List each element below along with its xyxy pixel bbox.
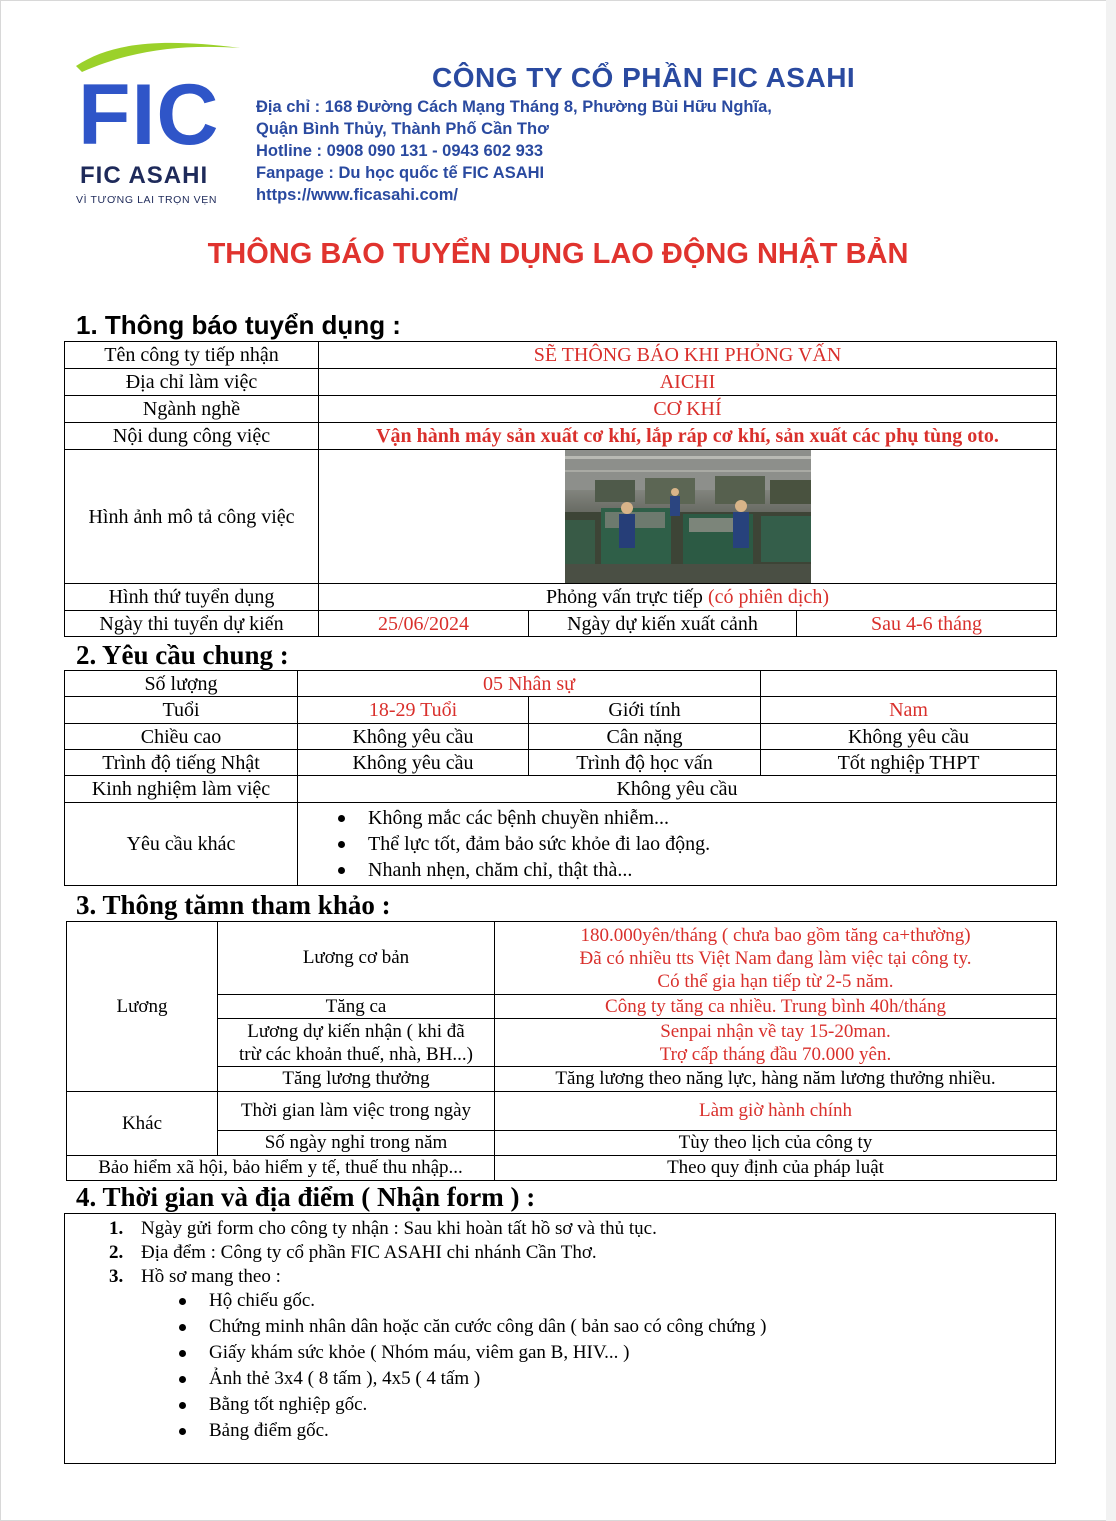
other-group-label: Khác: [67, 1092, 218, 1156]
job-label: Nội dung công việc: [65, 423, 319, 450]
net-salary-label-line: trừ các khoản thuế, nhà, BH...): [238, 1043, 473, 1065]
japanese-value: Không yêu cầu: [298, 750, 529, 776]
gender-value: Nam: [761, 697, 1057, 724]
item-number: 1.: [109, 1218, 124, 1239]
list-item: Ảnh thẻ 3x4 ( 8 tấm ), 4x5 ( 4 tấm ): [169, 1366, 969, 1392]
list-item: Thể lực tốt, đảm bảo sức khỏe đi lao động.: [328, 831, 1056, 857]
job-value: Vận hành máy sản xuất cơ khí, lắp ráp cơ khí, sản xuất các phụ tùng oto.: [319, 423, 1057, 450]
japanese-label: Trình độ tiếng Nhật: [65, 750, 298, 776]
list-item: Bảng điểm gốc.: [169, 1418, 969, 1444]
list-item: Bằng tốt nghiệp gốc.: [169, 1392, 969, 1418]
requirements-table: [64, 670, 1057, 886]
logo-slogan: VÌ TƯƠNG LAI TRỌN VẸN: [76, 194, 218, 206]
address-line2: Quận Bình Thủy, Thành Phố Cần Thơ: [256, 120, 549, 138]
industry-label: Ngành nghề: [65, 396, 319, 423]
form-value-note: (có phiên dịch): [707, 586, 830, 608]
age-value: 18-29 Tuổi: [298, 697, 529, 724]
net-salary-value: [495, 1019, 1057, 1067]
base-salary-label: Lương cơ bản: [218, 922, 495, 995]
gender-label: Giới tính: [529, 697, 761, 724]
hours-label: Thời gian làm việc trong ngày: [218, 1092, 495, 1131]
holidays-value: Tùy theo lịch của công ty: [495, 1131, 1057, 1156]
education-value: Tốt nghiệp THPT: [761, 750, 1057, 776]
address-line1: Địa chỉ : 168 Đường Cách Mạng Tháng 8, Phường Bùi Hữu Nghĩa,: [256, 98, 772, 116]
section2-heading: 2. Yêu cầu chung :: [76, 640, 289, 670]
location-value: AICHI: [319, 369, 1057, 396]
list-item: Không mắc các bệnh chuyền nhiễm...: [328, 805, 1056, 831]
list-item: Chứng minh nhân dân hoặc căn cước công dân ( bản sao có công chứng ): [169, 1314, 969, 1340]
submission-item-2: [109, 1242, 597, 1264]
insurance-label: Bảo hiểm xã hội, bảo hiểm y tế, thuế thu nhập...: [67, 1156, 495, 1181]
exam-date-value: 25/06/2024: [319, 611, 529, 637]
section3-heading: 3. Thông tămn tham khảo :: [76, 890, 391, 920]
section1-heading: 1. Thông báo tuyển dụng :: [76, 310, 401, 340]
experience-label: Kinh nghiệm làm việc: [65, 776, 298, 803]
departure-label: Ngày dự kiến xuất cảnh: [529, 611, 797, 637]
base-salary-line: Có thể gia hạn tiếp từ 2-5 năm.: [657, 970, 894, 992]
company-value: SẼ THÔNG BÁO KHI PHỎNG VẤN: [319, 342, 1057, 369]
form-value-text: Phỏng vấn trực tiếp: [546, 586, 703, 608]
item-text: Ngày gửi form cho công ty nhận : Sau khi hoàn tất hồ sơ và thủ tục.: [141, 1218, 657, 1239]
other-requirements-list: [328, 805, 1056, 883]
height-value: Không yêu cầu: [298, 724, 529, 750]
raise-label: Tăng lương thưởng: [218, 1067, 495, 1092]
location-label: Địa chỉ làm việc: [65, 369, 319, 396]
company-name: CÔNG TY CỔ PHẦN FIC ASAHI: [432, 62, 856, 93]
base-salary-value: [495, 922, 1057, 995]
net-salary-label-line: Lương dự kiến nhận ( khi đã: [247, 1020, 465, 1042]
salary-group-label: Lương: [67, 922, 218, 1092]
form-value: [319, 584, 1057, 611]
net-salary-line: Trợ cấp tháng đầu 70.000 yên.: [659, 1043, 892, 1065]
education-label: Trình độ học vấn: [529, 750, 761, 776]
overtime-label: Tăng ca: [218, 995, 495, 1019]
weight-value: Không yêu cầu: [761, 724, 1057, 750]
recruitment-table: [64, 341, 1057, 637]
logo-name: FIC ASAHI: [80, 162, 209, 189]
section4-heading: 4. Thời gian và địa điểm ( Nhận form ) :: [76, 1182, 536, 1212]
website-link[interactable]: https://www.ficasahi.com/: [256, 186, 459, 204]
logo-fic: FIC: [78, 67, 220, 163]
overtime-value: Công ty tăng ca nhiều. Trung bình 40h/tháng: [495, 995, 1057, 1019]
other-label: Yêu cầu khác: [65, 803, 298, 886]
submission-box: [64, 1213, 1056, 1464]
page-title: THÔNG BÁO TUYỂN DỤNG LAO ĐỘNG NHẬT BẢN: [207, 238, 909, 270]
reference-table: [66, 921, 1057, 1181]
quantity-label: Số lượng: [65, 671, 298, 697]
factory-photo-image: [565, 450, 811, 583]
quantity-value: 05 Nhân sự: [298, 671, 761, 697]
base-salary-line: 180.000yên/tháng ( chưa bao gồm tăng ca+thường): [580, 924, 971, 946]
insurance-value: Theo quy định của pháp luật: [495, 1156, 1057, 1181]
list-item: Giấy khám sức khỏe ( Nhóm máu, viêm gan B, HIV... ): [169, 1340, 969, 1366]
company-label: Tên công ty tiếp nhận: [65, 342, 319, 369]
experience-value: Không yêu cầu: [298, 776, 1057, 803]
height-label: Chiều cao: [65, 724, 298, 750]
weight-label: Cân nặng: [529, 724, 761, 750]
item-number: 3.: [109, 1266, 124, 1287]
quantity-empty: [761, 671, 1057, 697]
submission-item-1: [109, 1218, 657, 1240]
hotline: Hotline : 0908 090 131 - 0943 602 933: [256, 142, 544, 160]
age-label: Tuổi: [65, 697, 298, 724]
item-text: Địa đểm : Công ty cổ phần FIC ASAHI chi nhánh Cần Thơ.: [141, 1242, 597, 1263]
documents-list: [169, 1288, 969, 1444]
fanpage: Fanpage : Du học quốc tế FIC ASAHI: [256, 164, 545, 182]
industry-value: CƠ KHÍ: [319, 396, 1057, 423]
base-salary-line: Đã có nhiều tts Việt Nam đang làm việc tại công ty.: [579, 947, 972, 969]
departure-value: Sau 4-6 tháng: [797, 611, 1057, 637]
submission-item-3: [109, 1266, 281, 1288]
exam-date-label: Ngày thi tuyển dự kiến: [65, 611, 319, 637]
item-number: 2.: [109, 1242, 124, 1263]
list-item: Hộ chiếu gốc.: [169, 1288, 969, 1314]
form-label: Hình thứ tuyển dụng: [65, 584, 319, 611]
factory-photo: [565, 450, 811, 583]
raise-value: Tăng lương theo năng lực, hàng năm lương thưởng nhiều.: [495, 1067, 1057, 1092]
holidays-label: Số ngày nghỉ trong năm: [218, 1131, 495, 1156]
net-salary-label: [218, 1019, 495, 1067]
list-item: Nhanh nhẹn, chăm chỉ, thật thà...: [328, 857, 1056, 883]
hours-value: Làm giờ hành chính: [495, 1092, 1057, 1131]
item-text: Hồ sơ mang theo :: [141, 1266, 281, 1287]
image-label: Hình ảnh mô tả công việc: [65, 450, 319, 584]
net-salary-line: Senpai nhận về tay 15-20man.: [660, 1020, 891, 1042]
